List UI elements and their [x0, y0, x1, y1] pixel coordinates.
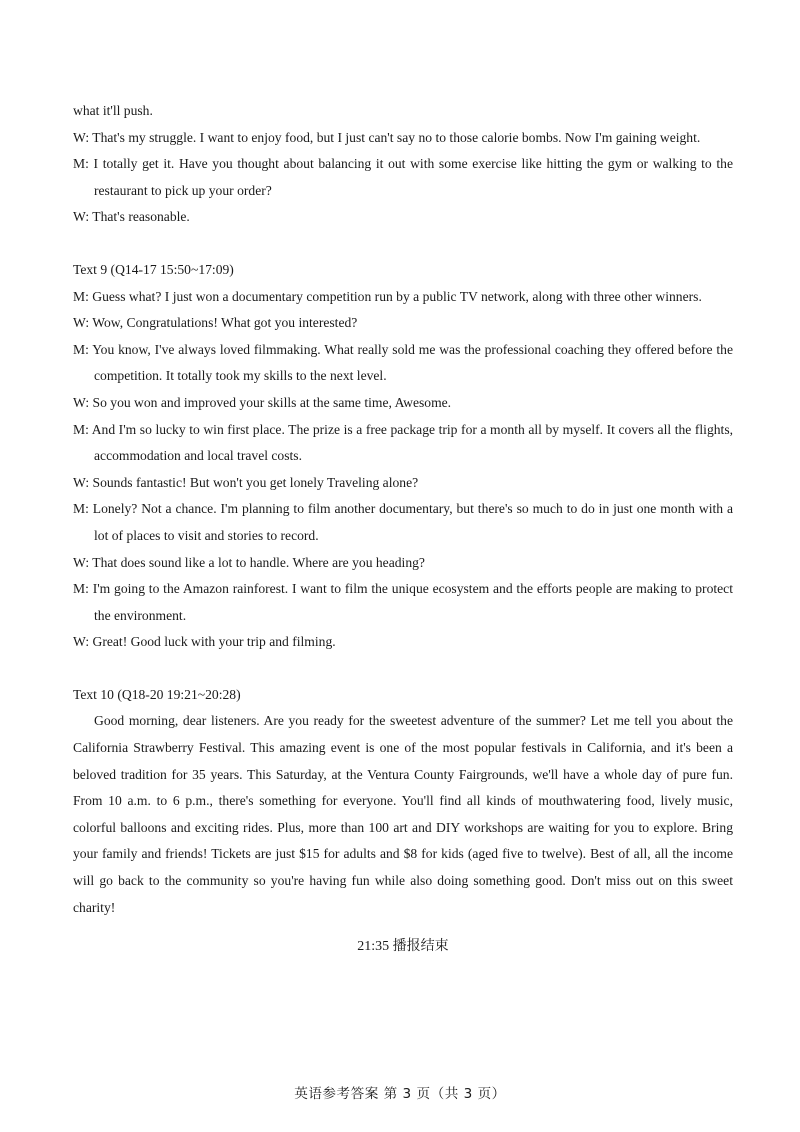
dialogue-turn	[73, 417, 733, 470]
dialogue-turn	[73, 390, 733, 417]
turn-text: Wow, Congratulations! What got you interested?	[92, 315, 358, 331]
text9-title: Text 9 (Q14-17 15:50~17:09)	[73, 261, 234, 277]
dialogue-turn	[73, 576, 733, 629]
turn-text: That's reasonable.	[92, 209, 190, 225]
speaker-label: M:	[73, 288, 89, 304]
speaker-label: W:	[73, 129, 90, 145]
turn-text: Great! Good luck with your trip and filming.	[92, 634, 336, 650]
dialogue-turn	[73, 151, 733, 204]
dialogue-turn	[73, 629, 733, 656]
page-footer: 英语参考答案 第 3 页（共 3 页）	[294, 1086, 506, 1102]
broadcast-end-note: 21:35 播报结束	[357, 939, 449, 955]
speaker-label: W:	[73, 634, 90, 650]
text10-title: Text 10 (Q18-20 19:21~20:28)	[73, 686, 241, 702]
speaker-label: W:	[73, 394, 90, 410]
dialogue-turn	[73, 470, 733, 497]
turn-text: You know, I've always loved filmmaking. What really sold me was the professional coaching they offered before the competition. It totally took my skills to the next level.	[92, 341, 733, 384]
dialogue-turn	[73, 496, 733, 549]
turn-text: Lonely? Not a chance. I'm planning to film another documentary, but there's so much to do in just one month with a lot of places to visit and stories to record.	[92, 501, 733, 543]
dialogue-turn	[73, 550, 733, 577]
speaker-label: M:	[73, 581, 89, 597]
turn-text: Sounds fantastic! But won't you get lonely Traveling alone?	[92, 474, 419, 490]
turn-text: So you won and improved your skills at the same time, Awesome.	[92, 394, 452, 410]
speaker-label: M:	[73, 421, 89, 437]
turn-text: That's my struggle. I want to enjoy food, but I just can't say no to those calorie bombs. Now I'm gaining weight.	[92, 129, 701, 145]
turn-text: And I'm so lucky to win first place. The prize is a free package trip for a month all by myself. It covers all the flights, accommodation and local travel costs.	[91, 421, 734, 464]
turn-text: I totally get it. Have you thought about balancing it out with some exercise like hitting the gym or walking to the restaurant to pick up your order?	[93, 156, 733, 198]
turn-text: That does sound like a lot to handle. Where are you heading?	[92, 554, 425, 570]
dialogue-turn	[73, 310, 733, 337]
speaker-label: M:	[73, 156, 89, 172]
text10-paragraph: Good morning, dear listeners. Are you ready for the sweetest adventure of the summer? Let me tell you about the California Strawberry Festival. This amazing event is one of the most popular festivals in California, and it's been a beloved tradition for 35 years. This Saturday, at the Ventura County Fairgrounds, we'll have a whole day of pure fun. From 10 a.m. to 6 p.m., there's something for everyone. You'll find all kinds of mouthwatering food, lively music, colorful balloons and exciting rides. Plus, more than 100 art and DIY workshops are waiting for you to explore. Bring your family and friends! Tickets are just $15 for adults and $8 for kids (aged five to twelve). Best of all, all the income will go back to the community so you're having fun while also doing something good. Don't miss out on this sweet charity!	[73, 713, 733, 915]
speaker-label: W:	[73, 209, 90, 225]
dialogue-turn	[73, 337, 733, 390]
speaker-label: W:	[73, 474, 90, 490]
turn-text: I'm going to the Amazon rainforest. I want to film the unique ecosystem and the efforts people are making to protect the environment.	[92, 581, 733, 623]
dialogue-turn	[73, 284, 733, 311]
transcript-content	[73, 98, 733, 975]
speaker-label: M:	[73, 501, 89, 517]
turn-text: Guess what? I just won a documentary competition run by a public TV network, along with three other winners.	[92, 288, 702, 304]
speaker-label: M:	[73, 341, 89, 357]
dialogue-turn	[73, 125, 733, 152]
speaker-label: W:	[73, 315, 90, 331]
text8-continuation: what it'll push.	[73, 103, 153, 118]
speaker-label: W:	[73, 554, 90, 570]
dialogue-turn	[73, 204, 733, 231]
